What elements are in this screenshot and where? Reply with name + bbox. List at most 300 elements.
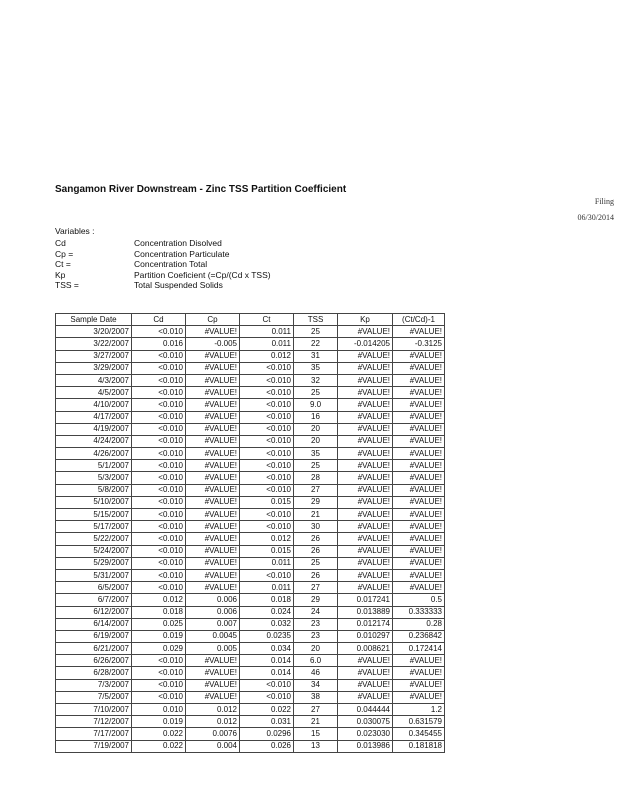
table-row xyxy=(56,716,445,728)
cell-cp: #VALUE! xyxy=(186,509,240,521)
table-row xyxy=(56,387,445,399)
variable-row xyxy=(55,270,271,281)
cell-sample-date: 5/31/2007 xyxy=(56,569,132,581)
cell-cp: -0.005 xyxy=(186,338,240,350)
cell-tss: 35 xyxy=(294,362,338,374)
cell-ct: <0.010 xyxy=(240,691,294,703)
cell-ratio: #VALUE! xyxy=(393,545,445,557)
cell-tss: 30 xyxy=(294,521,338,533)
cell-ct: 0.011 xyxy=(240,557,294,569)
cell-kp: 0.013889 xyxy=(338,606,393,618)
variable-row xyxy=(55,238,271,249)
cell-tss: 29 xyxy=(294,594,338,606)
cell-ratio: 0.236842 xyxy=(393,630,445,642)
cell-cp: #VALUE! xyxy=(186,667,240,679)
cell-tss: 35 xyxy=(294,448,338,460)
cell-ratio: #VALUE! xyxy=(393,557,445,569)
cell-cd: <0.010 xyxy=(132,691,186,703)
document-title: Sangamon River Downstream - Zinc TSS Partition Coefficient xyxy=(55,184,347,195)
cell-ratio: #VALUE! xyxy=(393,691,445,703)
cell-sample-date: 4/10/2007 xyxy=(56,399,132,411)
cell-kp: #VALUE! xyxy=(338,521,393,533)
cell-cd: <0.010 xyxy=(132,509,186,521)
cell-ratio: 0.5 xyxy=(393,594,445,606)
cell-cd: <0.010 xyxy=(132,374,186,386)
cell-cd: 0.022 xyxy=(132,728,186,740)
cell-sample-date: 5/29/2007 xyxy=(56,557,132,569)
cell-sample-date: 5/1/2007 xyxy=(56,460,132,472)
cell-kp: #VALUE! xyxy=(338,691,393,703)
cell-tss: 27 xyxy=(294,484,338,496)
cell-cp: 0.007 xyxy=(186,618,240,630)
cell-tss: 22 xyxy=(294,338,338,350)
cell-sample-date: 7/19/2007 xyxy=(56,740,132,752)
cell-cp: #VALUE! xyxy=(186,533,240,545)
cell-cd: 0.025 xyxy=(132,618,186,630)
cell-cd: 0.029 xyxy=(132,643,186,655)
cell-sample-date: 4/19/2007 xyxy=(56,423,132,435)
cell-cp: #VALUE! xyxy=(186,655,240,667)
cell-kp: 0.044444 xyxy=(338,704,393,716)
cell-tss: 27 xyxy=(294,704,338,716)
cell-kp: #VALUE! xyxy=(338,582,393,594)
table-row xyxy=(56,448,445,460)
cell-cd: 0.019 xyxy=(132,630,186,642)
cell-cd: <0.010 xyxy=(132,435,186,447)
cell-cp: #VALUE! xyxy=(186,582,240,594)
cell-kp: 0.013986 xyxy=(338,740,393,752)
cell-kp: #VALUE! xyxy=(338,496,393,508)
cell-ratio: 0.345455 xyxy=(393,728,445,740)
cell-sample-date: 3/29/2007 xyxy=(56,362,132,374)
cell-sample-date: 4/5/2007 xyxy=(56,387,132,399)
table-row xyxy=(56,509,445,521)
cell-ct: <0.010 xyxy=(240,484,294,496)
cell-cd: 0.010 xyxy=(132,704,186,716)
cell-cd: 0.016 xyxy=(132,338,186,350)
cell-ratio: 0.28 xyxy=(393,618,445,630)
header-sample-date: Sample Date xyxy=(56,314,132,326)
cell-cd: <0.010 xyxy=(132,472,186,484)
variable-symbol: Cd xyxy=(55,238,66,248)
table-row xyxy=(56,545,445,557)
cell-kp: #VALUE! xyxy=(338,362,393,374)
cell-ratio: #VALUE! xyxy=(393,435,445,447)
cell-ct: 0.012 xyxy=(240,350,294,362)
cell-cp: #VALUE! xyxy=(186,484,240,496)
cell-tss: 20 xyxy=(294,435,338,447)
cell-ratio: #VALUE! xyxy=(393,569,445,581)
variable-row xyxy=(55,249,271,260)
cell-sample-date: 4/17/2007 xyxy=(56,411,132,423)
cell-tss: 25 xyxy=(294,326,338,338)
cell-cp: #VALUE! xyxy=(186,557,240,569)
table-body xyxy=(56,326,445,753)
cell-kp: #VALUE! xyxy=(338,350,393,362)
cell-tss: 26 xyxy=(294,545,338,557)
cell-ratio: #VALUE! xyxy=(393,460,445,472)
cell-ct: 0.011 xyxy=(240,326,294,338)
cell-tss: 23 xyxy=(294,630,338,642)
cell-kp: #VALUE! xyxy=(338,667,393,679)
table-row xyxy=(56,594,445,606)
cell-sample-date: 7/17/2007 xyxy=(56,728,132,740)
table-row xyxy=(56,484,445,496)
cell-cd: <0.010 xyxy=(132,423,186,435)
cell-cd: <0.010 xyxy=(132,557,186,569)
cell-ct: 0.034 xyxy=(240,643,294,655)
table-row xyxy=(56,472,445,484)
cell-sample-date: 3/27/2007 xyxy=(56,350,132,362)
partition-table-container xyxy=(55,313,444,753)
cell-ct: 0.014 xyxy=(240,667,294,679)
variable-definition: Partition Coeficient (=Cp/(Cd x TSS) xyxy=(134,269,271,280)
cell-sample-date: 3/20/2007 xyxy=(56,326,132,338)
variable-row xyxy=(55,280,271,291)
cell-cp: #VALUE! xyxy=(186,387,240,399)
cell-cp: #VALUE! xyxy=(186,362,240,374)
table-row xyxy=(56,618,445,630)
cell-sample-date: 7/5/2007 xyxy=(56,691,132,703)
cell-cd: <0.010 xyxy=(132,679,186,691)
table-row xyxy=(56,374,445,386)
cell-tss: 15 xyxy=(294,728,338,740)
cell-ct: 0.012 xyxy=(240,533,294,545)
cell-kp: #VALUE! xyxy=(338,460,393,472)
cell-ratio: -0.3125 xyxy=(393,338,445,350)
cell-kp: #VALUE! xyxy=(338,509,393,521)
cell-cd: <0.010 xyxy=(132,496,186,508)
cell-tss: 38 xyxy=(294,691,338,703)
cell-tss: 6.0 xyxy=(294,655,338,667)
partition-coefficient-table xyxy=(55,313,445,753)
cell-cd: <0.010 xyxy=(132,326,186,338)
table-row xyxy=(56,338,445,350)
cell-kp: #VALUE! xyxy=(338,545,393,557)
cell-ratio: 0.631579 xyxy=(393,716,445,728)
cell-ratio: #VALUE! xyxy=(393,496,445,508)
cell-tss: 9.0 xyxy=(294,399,338,411)
cell-tss: 24 xyxy=(294,606,338,618)
cell-ct: <0.010 xyxy=(240,362,294,374)
header-kp: Kp xyxy=(338,314,393,326)
header-cd: Cd xyxy=(132,314,186,326)
table-row xyxy=(56,423,445,435)
cell-cd: <0.010 xyxy=(132,448,186,460)
table-row xyxy=(56,569,445,581)
cell-cp: #VALUE! xyxy=(186,350,240,362)
cell-ratio: #VALUE! xyxy=(393,521,445,533)
cell-sample-date: 5/22/2007 xyxy=(56,533,132,545)
cell-tss: 20 xyxy=(294,423,338,435)
table-row xyxy=(56,533,445,545)
cell-ratio: #VALUE! xyxy=(393,387,445,399)
cell-ct: 0.018 xyxy=(240,594,294,606)
cell-cp: #VALUE! xyxy=(186,326,240,338)
cell-sample-date: 6/21/2007 xyxy=(56,643,132,655)
cell-ratio: #VALUE! xyxy=(393,374,445,386)
cell-kp: #VALUE! xyxy=(338,679,393,691)
cell-tss: 21 xyxy=(294,509,338,521)
cell-cp: #VALUE! xyxy=(186,411,240,423)
table-row xyxy=(56,679,445,691)
cell-sample-date: 5/24/2007 xyxy=(56,545,132,557)
cell-kp: #VALUE! xyxy=(338,387,393,399)
cell-kp: #VALUE! xyxy=(338,423,393,435)
cell-cd: <0.010 xyxy=(132,484,186,496)
cell-tss: 25 xyxy=(294,557,338,569)
cell-kp: #VALUE! xyxy=(338,569,393,581)
cell-kp: #VALUE! xyxy=(338,435,393,447)
cell-sample-date: 4/3/2007 xyxy=(56,374,132,386)
header-tss: TSS xyxy=(294,314,338,326)
cell-ratio: #VALUE! xyxy=(393,399,445,411)
cell-ct: <0.010 xyxy=(240,374,294,386)
table-row xyxy=(56,691,445,703)
variable-symbol: Ct = xyxy=(55,259,71,269)
cell-ratio: #VALUE! xyxy=(393,326,445,338)
cell-kp: 0.030075 xyxy=(338,716,393,728)
cell-ct: 0.022 xyxy=(240,704,294,716)
cell-cd: <0.010 xyxy=(132,533,186,545)
cell-tss: 26 xyxy=(294,569,338,581)
cell-ct: 0.015 xyxy=(240,545,294,557)
cell-cp: 0.004 xyxy=(186,740,240,752)
cell-ct: 0.011 xyxy=(240,338,294,350)
cell-ct: <0.010 xyxy=(240,399,294,411)
cell-ct: <0.010 xyxy=(240,387,294,399)
variables-heading: Variables : xyxy=(55,226,95,236)
cell-sample-date: 7/12/2007 xyxy=(56,716,132,728)
cell-ratio: #VALUE! xyxy=(393,362,445,374)
cell-ct: <0.010 xyxy=(240,460,294,472)
cell-kp: #VALUE! xyxy=(338,533,393,545)
cell-ratio: #VALUE! xyxy=(393,582,445,594)
cell-tss: 28 xyxy=(294,472,338,484)
cell-tss: 27 xyxy=(294,582,338,594)
table-row xyxy=(56,460,445,472)
cell-sample-date: 6/5/2007 xyxy=(56,582,132,594)
cell-kp: 0.023030 xyxy=(338,728,393,740)
variable-symbol: TSS = xyxy=(55,280,79,290)
cell-sample-date: 6/14/2007 xyxy=(56,618,132,630)
table-header-row xyxy=(56,314,445,326)
cell-cp: 0.0045 xyxy=(186,630,240,642)
cell-cp: 0.006 xyxy=(186,606,240,618)
cell-kp: #VALUE! xyxy=(338,374,393,386)
cell-ratio: #VALUE! xyxy=(393,509,445,521)
filing-stamp-date: 06/30/2014 xyxy=(577,213,614,222)
cell-ct: <0.010 xyxy=(240,448,294,460)
cell-ct: 0.032 xyxy=(240,618,294,630)
cell-ct: <0.010 xyxy=(240,521,294,533)
cell-cd: 0.012 xyxy=(132,594,186,606)
cell-kp: #VALUE! xyxy=(338,484,393,496)
cell-tss: 16 xyxy=(294,411,338,423)
cell-ratio: #VALUE! xyxy=(393,411,445,423)
cell-cd: <0.010 xyxy=(132,667,186,679)
cell-tss: 29 xyxy=(294,496,338,508)
cell-cp: 0.006 xyxy=(186,594,240,606)
variable-definition: Concentration Total xyxy=(134,259,208,269)
cell-sample-date: 5/15/2007 xyxy=(56,509,132,521)
cell-kp: 0.017241 xyxy=(338,594,393,606)
variable-symbol: Cp = xyxy=(55,248,74,259)
cell-tss: 26 xyxy=(294,533,338,545)
cell-ratio: 0.181818 xyxy=(393,740,445,752)
cell-cp: #VALUE! xyxy=(186,435,240,447)
cell-tss: 25 xyxy=(294,460,338,472)
cell-cp: 0.005 xyxy=(186,643,240,655)
table-row xyxy=(56,606,445,618)
cell-sample-date: 7/10/2007 xyxy=(56,704,132,716)
variables-legend xyxy=(55,226,271,291)
cell-ct: 0.0296 xyxy=(240,728,294,740)
cell-sample-date: 3/22/2007 xyxy=(56,338,132,350)
cell-cd: <0.010 xyxy=(132,387,186,399)
cell-cp: #VALUE! xyxy=(186,399,240,411)
cell-sample-date: 5/10/2007 xyxy=(56,496,132,508)
cell-ct: <0.010 xyxy=(240,509,294,521)
cell-cd: 0.022 xyxy=(132,740,186,752)
cell-sample-date: 6/12/2007 xyxy=(56,606,132,618)
cell-tss: 20 xyxy=(294,643,338,655)
cell-ct: <0.010 xyxy=(240,472,294,484)
cell-cd: <0.010 xyxy=(132,521,186,533)
cell-sample-date: 7/3/2007 xyxy=(56,679,132,691)
cell-cd: <0.010 xyxy=(132,411,186,423)
cell-tss: 32 xyxy=(294,374,338,386)
cell-ct: <0.010 xyxy=(240,411,294,423)
cell-ct: 0.015 xyxy=(240,496,294,508)
table-row xyxy=(56,399,445,411)
cell-cp: #VALUE! xyxy=(186,374,240,386)
table-row xyxy=(56,582,445,594)
table-row xyxy=(56,435,445,447)
cell-tss: 34 xyxy=(294,679,338,691)
cell-ct: 0.024 xyxy=(240,606,294,618)
cell-ratio: #VALUE! xyxy=(393,679,445,691)
cell-kp: #VALUE! xyxy=(338,326,393,338)
cell-cd: <0.010 xyxy=(132,460,186,472)
table-row xyxy=(56,643,445,655)
cell-cd: 0.019 xyxy=(132,716,186,728)
table-row xyxy=(56,350,445,362)
cell-ct: 0.0235 xyxy=(240,630,294,642)
table-row xyxy=(56,557,445,569)
cell-sample-date: 4/24/2007 xyxy=(56,435,132,447)
cell-ratio: #VALUE! xyxy=(393,448,445,460)
table-row xyxy=(56,704,445,716)
cell-tss: 13 xyxy=(294,740,338,752)
cell-cd: <0.010 xyxy=(132,362,186,374)
cell-cp: #VALUE! xyxy=(186,448,240,460)
table-row xyxy=(56,655,445,667)
cell-cp: #VALUE! xyxy=(186,679,240,691)
cell-tss: 25 xyxy=(294,387,338,399)
table-row xyxy=(56,496,445,508)
table-row xyxy=(56,362,445,374)
cell-kp: #VALUE! xyxy=(338,655,393,667)
cell-ct: 0.031 xyxy=(240,716,294,728)
cell-ratio: 1.2 xyxy=(393,704,445,716)
cell-ratio: 0.333333 xyxy=(393,606,445,618)
cell-cp: #VALUE! xyxy=(186,691,240,703)
cell-ratio: #VALUE! xyxy=(393,423,445,435)
cell-ct: <0.010 xyxy=(240,435,294,447)
cell-cd: <0.010 xyxy=(132,545,186,557)
header-ct: Ct xyxy=(240,314,294,326)
cell-sample-date: 6/7/2007 xyxy=(56,594,132,606)
table-row xyxy=(56,728,445,740)
cell-ct: <0.010 xyxy=(240,679,294,691)
cell-kp: 0.012174 xyxy=(338,618,393,630)
header-ratio: (Ct/Cd)-1 xyxy=(393,314,445,326)
cell-kp: #VALUE! xyxy=(338,399,393,411)
cell-ratio: 0.172414 xyxy=(393,643,445,655)
header-cp: Cp xyxy=(186,314,240,326)
cell-tss: 46 xyxy=(294,667,338,679)
cell-cp: #VALUE! xyxy=(186,460,240,472)
cell-cd: <0.010 xyxy=(132,582,186,594)
cell-cd: <0.010 xyxy=(132,569,186,581)
cell-cp: #VALUE! xyxy=(186,472,240,484)
cell-cp: #VALUE! xyxy=(186,545,240,557)
cell-cp: #VALUE! xyxy=(186,521,240,533)
cell-tss: 23 xyxy=(294,618,338,630)
cell-ratio: #VALUE! xyxy=(393,350,445,362)
cell-sample-date: 4/26/2007 xyxy=(56,448,132,460)
cell-cd: <0.010 xyxy=(132,350,186,362)
cell-ratio: #VALUE! xyxy=(393,472,445,484)
table-row xyxy=(56,521,445,533)
cell-kp: #VALUE! xyxy=(338,557,393,569)
cell-sample-date: 6/28/2007 xyxy=(56,667,132,679)
cell-sample-date: 6/26/2007 xyxy=(56,655,132,667)
cell-kp: 0.010297 xyxy=(338,630,393,642)
cell-ratio: #VALUE! xyxy=(393,533,445,545)
cell-ratio: #VALUE! xyxy=(393,667,445,679)
cell-cp: 0.012 xyxy=(186,716,240,728)
cell-ct: 0.011 xyxy=(240,582,294,594)
cell-cd: <0.010 xyxy=(132,655,186,667)
table-row xyxy=(56,667,445,679)
variable-symbol: Kp xyxy=(55,269,66,280)
variable-row xyxy=(55,259,271,270)
cell-ct: <0.010 xyxy=(240,569,294,581)
cell-tss: 31 xyxy=(294,350,338,362)
variable-definition: Concentration Disolved xyxy=(134,238,222,248)
cell-sample-date: 5/3/2007 xyxy=(56,472,132,484)
cell-sample-date: 5/17/2007 xyxy=(56,521,132,533)
cell-kp: -0.014205 xyxy=(338,338,393,350)
cell-kp: 0.008621 xyxy=(338,643,393,655)
cell-kp: #VALUE! xyxy=(338,448,393,460)
variable-definition: Concentration Particulate xyxy=(134,248,230,259)
filing-stamp-label: Filing xyxy=(594,197,614,206)
cell-ratio: #VALUE! xyxy=(393,655,445,667)
table-row xyxy=(56,326,445,338)
cell-ct: 0.014 xyxy=(240,655,294,667)
variable-definition: Total Suspended Solids xyxy=(134,280,223,290)
cell-cp: 0.012 xyxy=(186,704,240,716)
cell-cp: #VALUE! xyxy=(186,569,240,581)
cell-cp: #VALUE! xyxy=(186,423,240,435)
cell-ct: <0.010 xyxy=(240,423,294,435)
table-row xyxy=(56,411,445,423)
cell-cp: #VALUE! xyxy=(186,496,240,508)
cell-cd: 0.018 xyxy=(132,606,186,618)
